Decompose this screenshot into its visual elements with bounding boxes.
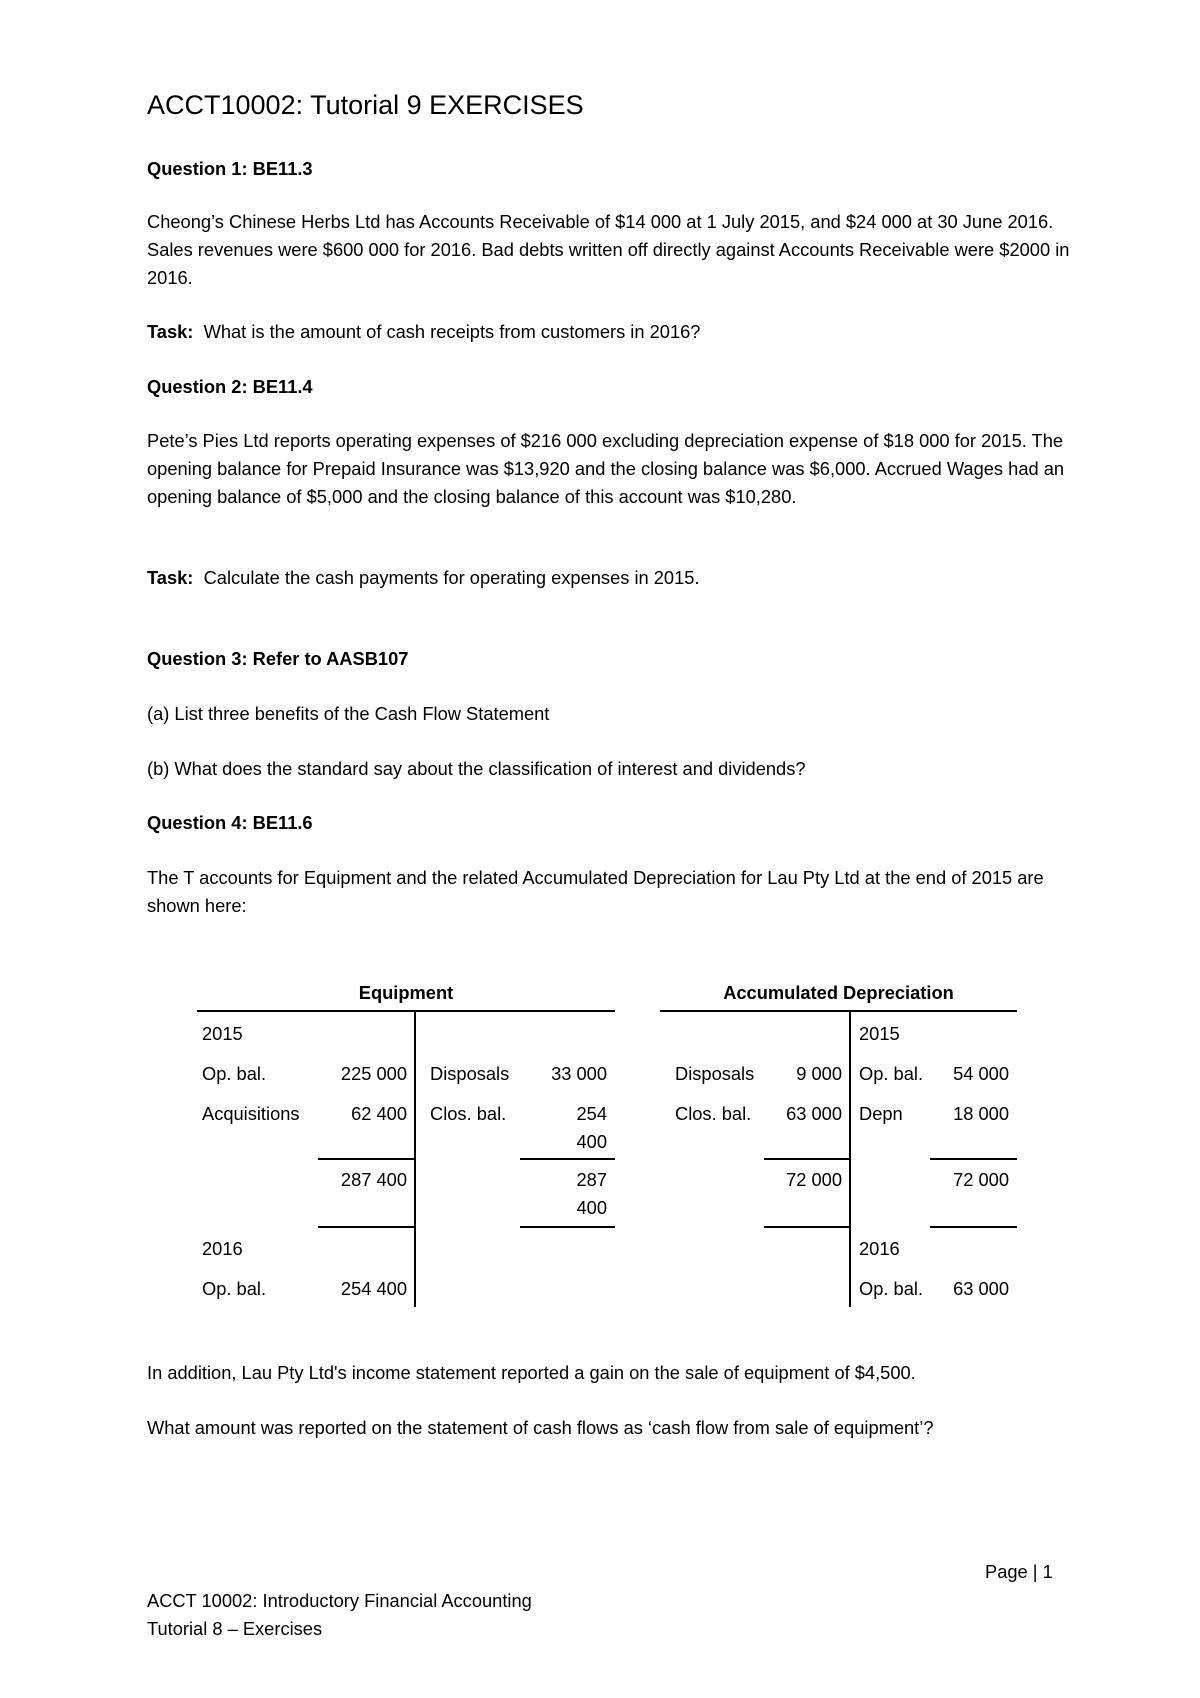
equipment-left-sum-rule [318,1158,414,1160]
accdep-total-right: 72 000 [953,1169,1009,1190]
accdep-right-sum-rule [930,1158,1017,1160]
equipment-total-left: 287 400 [340,1169,407,1190]
footer-tutorial: Tutorial 8 – Exercises [147,1618,323,1639]
equipment-year-2016: 2016 [202,1238,243,1259]
accdep-title: Accumulated Depreciation [723,982,954,1003]
accdep-disposals-label: Disposals [675,1063,755,1084]
footer-course: ACCT 10002: Introductory Financial Accounting [147,1590,532,1611]
equipment-center-rule [414,1010,416,1307]
equipment-opbal-2016-value: 254 400 [340,1278,407,1299]
accdep-left-sum-rule [764,1158,849,1160]
q2-task-label: Task: [147,567,194,588]
accdep-right-total-rule [930,1226,1017,1228]
accdep-depn-label: Depn [859,1103,903,1124]
q4-question: What amount was reported on the statement of cash flows as ‘cash flow from sale of equipment’? [147,1417,934,1438]
accdep-opbal-label: Op. bal. [859,1063,924,1084]
equipment-total-right-1: 287 [576,1169,607,1190]
equipment-closbal-value-2: 400 [576,1131,607,1152]
equipment-total-right-2: 400 [576,1197,607,1218]
equipment-title: Equipment [358,982,454,1003]
accdep-closbal-value: 63 000 [786,1103,842,1124]
equipment-top-rule [197,1010,615,1012]
q4-intro: The T accounts for Equipment and the related Accumulated Depreciation for Lau Pty Ltd at the end of 2015 are shown here: [147,867,1044,916]
q2-task [147,564,1077,592]
accdep-center-rule [849,1010,851,1307]
q1-body: Cheong’s Chinese Herbs Ltd has Accounts Receivable of $14 000 at 1 July 2015, and $24 000 at 30 June 2016. Sales revenues were $600 000 for 2016. Bad debts written off directly against Accounts Receivable were $2000 in 2016. [147,211,1070,288]
q4-heading: Question 4: BE11.6 [147,812,313,833]
accdep-depn-value: 18 000 [953,1103,1009,1124]
accdep-opbal-value: 54 000 [953,1063,1009,1084]
page-number: Page | 1 [985,1561,1053,1582]
q1-task-label: Task: [147,321,194,342]
equipment-disposals-value: 33 000 [551,1063,607,1084]
accdep-top-rule [660,1010,1017,1012]
q1-heading: Question 1: BE11.3 [147,158,313,179]
q2-heading: Question 2: BE11.4 [147,376,313,397]
equipment-opbal-2016-label: Op. bal. [202,1278,267,1299]
accdep-left-total-rule [764,1226,849,1228]
accdep-year-2016: 2016 [859,1238,900,1259]
equipment-opbal-value: 225 000 [340,1063,407,1084]
q2-body: Pete’s Pies Ltd reports operating expenses of $216 000 excluding depreciation expense of $18 000 for 2015. The opening balance for Prepaid Insurance was $13,920 and the closing balance was $6,000. Accrued Wages had an opening balance of $5,000 and the closing balance of this account was $10,280. [147,430,1065,507]
accdep-opbal-2016-value: 63 000 [953,1278,1009,1299]
equipment-opbal-label: Op. bal. [202,1063,267,1084]
accdep-disposals-value: 9 000 [796,1063,842,1084]
accdep-total-left: 72 000 [786,1169,842,1190]
q2-task-text: Calculate the cash payments for operating expenses in 2015. [203,567,700,588]
q4-addition: In addition, Lau Pty Ltd's income statement reported a gain on the sale of equipment of $4,500. [147,1362,916,1383]
equipment-acquisitions-value: 62 400 [351,1103,407,1124]
equipment-closbal-value-1: 254 [576,1103,607,1124]
equipment-right-sum-rule [520,1158,615,1160]
equipment-acquisitions-label: Acquisitions [202,1103,300,1124]
q3-heading: Question 3: Refer to AASB107 [147,648,409,669]
accdep-opbal-2016-label: Op. bal. [859,1278,924,1299]
accdep-closbal-label: Clos. bal. [675,1103,752,1124]
q3-part-a: (a) List three benefits of the Cash Flow Statement [147,703,550,724]
equipment-left-total-rule [318,1226,414,1228]
accdep-year-2015: 2015 [859,1023,900,1044]
equipment-disposals-label: Disposals [430,1063,510,1084]
q3-part-b: (b) What does the standard say about the classification of interest and dividends? [147,758,806,779]
equipment-closbal-label: Clos. bal. [430,1103,507,1124]
q1-task [147,318,1077,346]
page-title: ACCT10002: Tutorial 9 EXERCISES [147,90,584,120]
equipment-right-total-rule [520,1226,615,1228]
equipment-year-2015: 2015 [202,1023,243,1044]
q1-task-text: What is the amount of cash receipts from customers in 2016? [203,321,701,342]
